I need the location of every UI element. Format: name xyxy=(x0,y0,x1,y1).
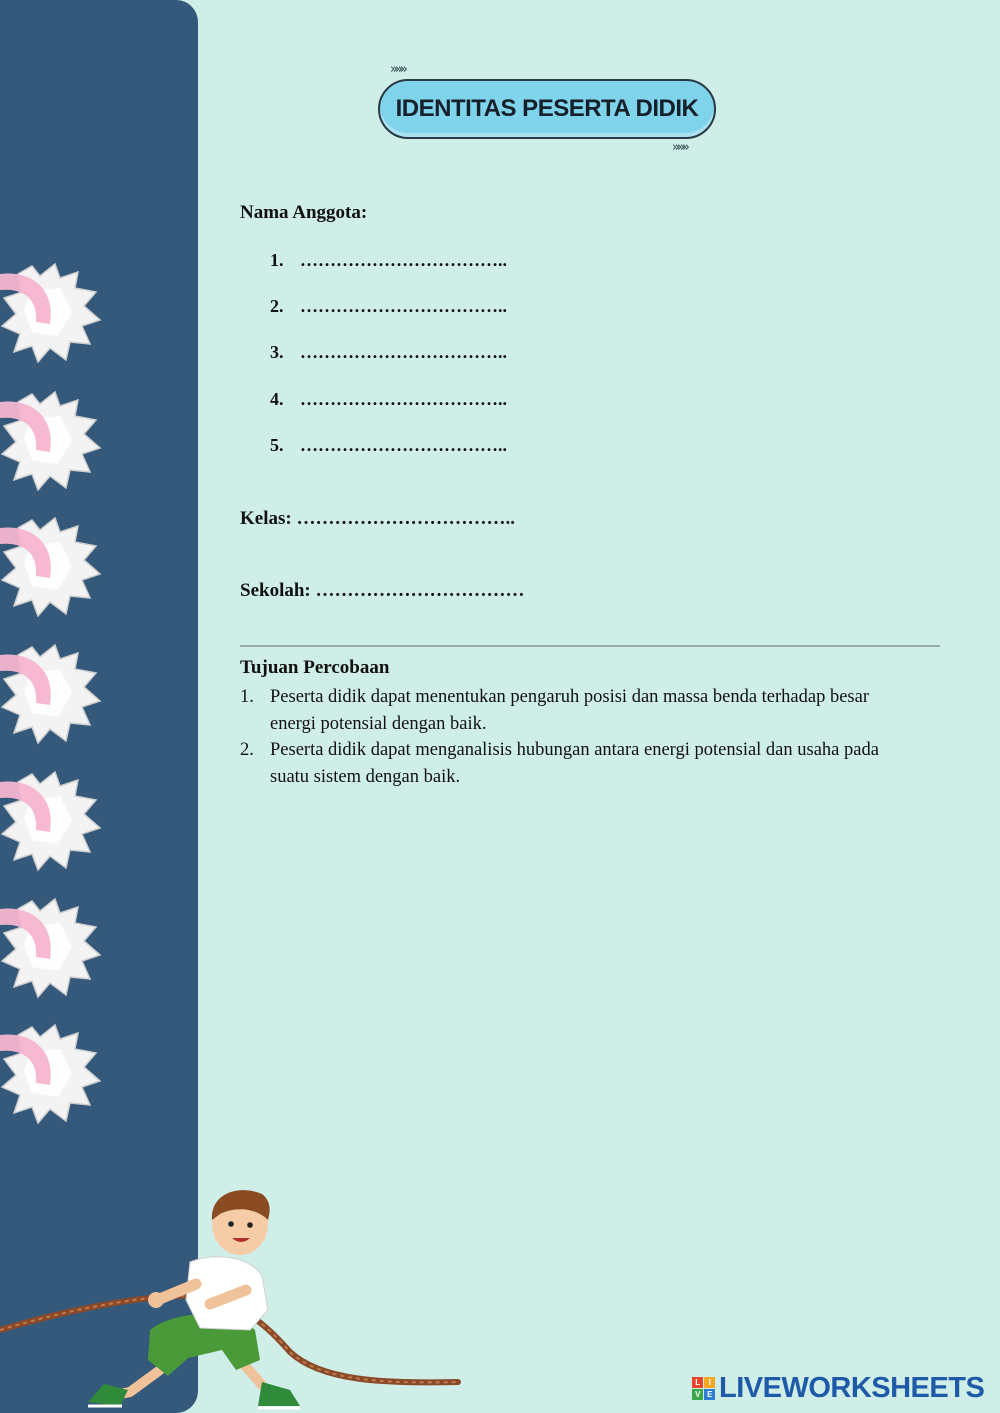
liveworksheets-logo xyxy=(692,1370,984,1406)
member-blank: …………………………….. xyxy=(300,435,507,455)
logo-mark-icon: L I V E xyxy=(692,1377,715,1400)
member-number: 3. xyxy=(270,342,284,362)
goals-title: Tujuan Percobaan xyxy=(240,657,390,678)
goal-number: 1. xyxy=(240,687,254,707)
boy-pulling-rope-illustration xyxy=(0,1180,470,1413)
chevron-decoration-bottom: »»» xyxy=(672,140,687,155)
chevron-decoration-top: »»» xyxy=(390,62,405,77)
member-blank: …………………………….. xyxy=(300,250,507,270)
member-number: 2. xyxy=(270,296,284,316)
member-blank: …………………………….. xyxy=(300,296,507,316)
goal-number: 2. xyxy=(240,740,254,760)
member-number: 4. xyxy=(270,389,284,409)
member-line xyxy=(270,389,507,410)
member-number: 5. xyxy=(270,435,284,455)
member-number: 1. xyxy=(270,250,284,270)
page-title: IDENTITAS PESERTA DIDIK xyxy=(378,79,716,139)
header-banner xyxy=(376,62,726,162)
member-blank: …………………………….. xyxy=(300,342,507,362)
goal-text: Peserta didik dapat menganalisis hubungan antara energi potensial dan usaha pada suatu sistem dengan baik. xyxy=(270,740,879,787)
member-line xyxy=(270,342,507,363)
member-line xyxy=(270,435,507,456)
logo-text: LIVEWORKSHEETS xyxy=(719,1371,985,1404)
goal-item xyxy=(240,737,900,790)
divider xyxy=(240,645,940,647)
goal-item xyxy=(240,684,900,737)
goals-list xyxy=(240,684,900,790)
goal-text: Peserta didik dapat menentukan pengaruh posisi dan massa benda terhadap besar energi potensial dengan baik. xyxy=(270,687,870,734)
member-blank: …………………………….. xyxy=(300,389,507,409)
member-line xyxy=(270,296,507,317)
members-label: Nama Anggota: xyxy=(240,202,368,223)
member-line xyxy=(270,250,507,271)
sekolah-field: Sekolah: …………………………… xyxy=(240,580,525,601)
kelas-field: Kelas: …………………………….. xyxy=(240,508,515,529)
